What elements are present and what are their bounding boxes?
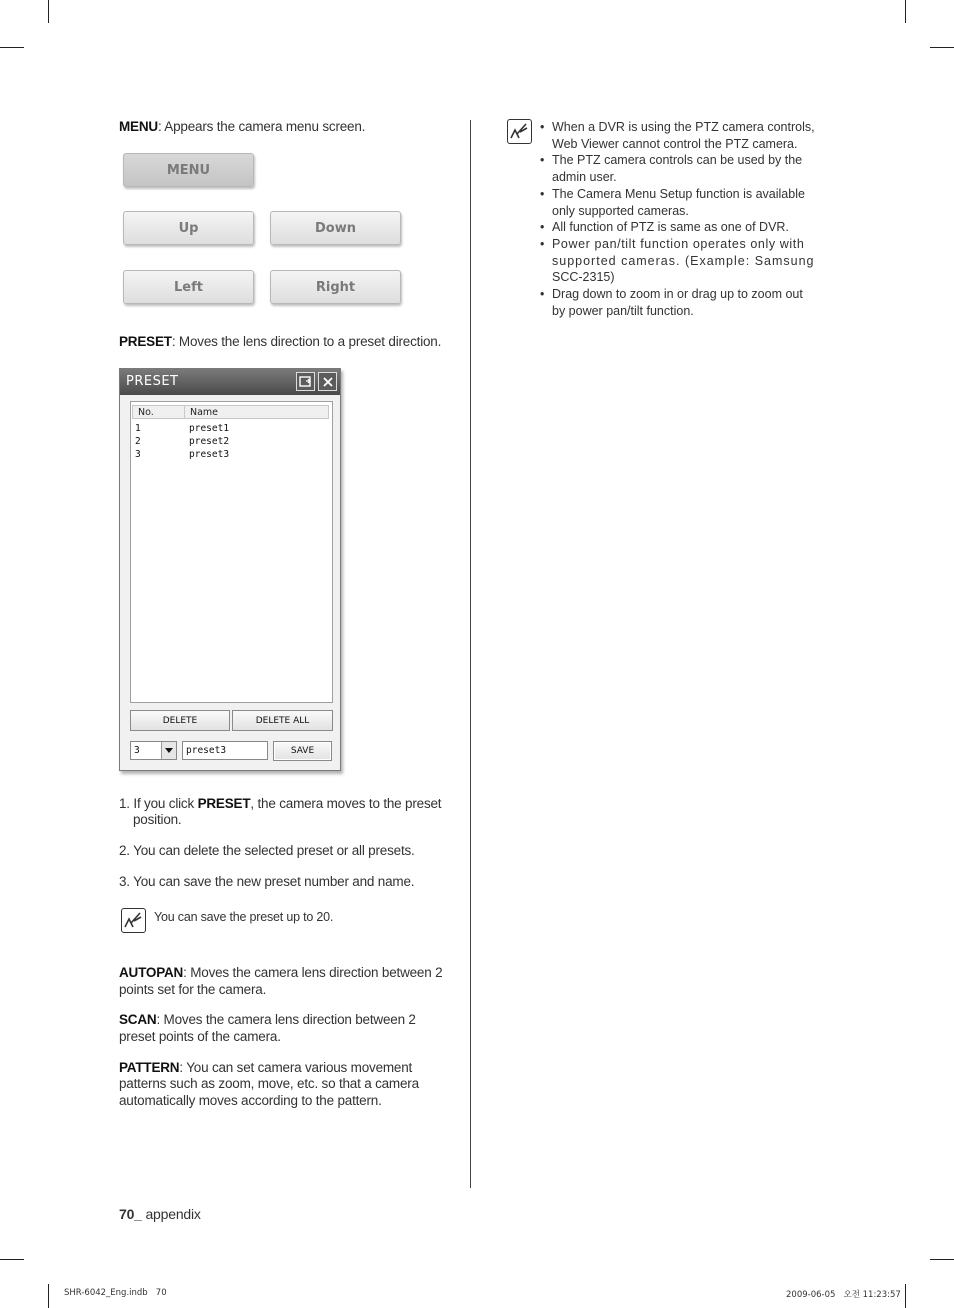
bullet: •: [540, 186, 545, 201]
note-line: When a DVR is using the PTZ camera controls,: [552, 120, 815, 134]
crop-mark: [0, 47, 24, 48]
left-button[interactable]: Left: [123, 270, 254, 304]
note-line: supported cameras. (Example: Samsung: [552, 253, 815, 268]
preset-number: 2: [135, 436, 141, 447]
preset-name: preset3: [189, 449, 230, 460]
note-item: [540, 236, 819, 286]
ptz-notes-list: [540, 119, 819, 319]
pattern-text-line3: automatically moves according to the pattern.: [119, 1093, 382, 1108]
menu-description: [119, 118, 365, 135]
note-item: [540, 286, 819, 319]
page-footer: [119, 1206, 201, 1223]
crop-mark: [48, 0, 49, 23]
note-line: Drag down to zoom in or drag up to zoom out: [552, 287, 803, 302]
note-line: All function of PTZ is same as one of DVR.: [552, 220, 789, 235]
crop-mark: [0, 1259, 24, 1260]
autopan-description: [119, 964, 442, 981]
page-number: 70_: [119, 1206, 142, 1222]
note-line: SCC-2315): [552, 270, 615, 285]
preset-number-value: 3: [134, 745, 140, 756]
note-line: The PTZ camera controls can be used by the: [552, 153, 803, 168]
column-header-no[interactable]: No.: [132, 405, 185, 419]
column-divider: [470, 120, 471, 1188]
note-item: [540, 219, 819, 236]
preset-number: 1: [135, 423, 141, 434]
preset-window: [119, 368, 341, 771]
autopan-text-line2: points set for the camera.: [119, 982, 267, 997]
bullet: •: [540, 287, 545, 302]
preset-number-select[interactable]: [130, 741, 177, 760]
bullet: •: [540, 220, 545, 235]
note-icon: [507, 119, 532, 144]
step-2: 2. You can delete the selected preset or all presets.: [119, 843, 415, 858]
step-1-text-cont: , the camera moves to the preset: [250, 796, 442, 811]
preset-name: preset2: [189, 436, 230, 447]
crop-mark: [930, 47, 954, 48]
right-button[interactable]: Right: [270, 270, 401, 304]
note-text: You can save the preset up to 20.: [154, 910, 334, 924]
chevron-down-icon[interactable]: [161, 742, 176, 759]
autopan-term: AUTOPAN: [119, 965, 184, 980]
preset-window-titlebar: [120, 369, 340, 395]
note-line: only supported cameras.: [552, 203, 689, 218]
step-1-text: 1. If you click: [119, 796, 198, 811]
note-item: [540, 119, 819, 152]
pattern-term: PATTERN: [119, 1060, 180, 1075]
note-item: [540, 186, 819, 219]
scan-text-line2: preset points of the camera.: [119, 1029, 281, 1044]
preset-term: PRESET: [119, 334, 172, 349]
menu-button[interactable]: MENU: [123, 153, 254, 187]
crop-mark: [48, 1284, 49, 1308]
autopan-text: : Moves the camera lens direction between 2: [183, 965, 443, 980]
preset-number: 3: [135, 449, 141, 460]
bullet: •: [540, 153, 545, 168]
pattern-text-line2: patterns such as zoom, move, etc. so that a camera: [119, 1076, 419, 1091]
note-line: by power pan/tilt function.: [552, 303, 694, 318]
note-line: The Camera Menu Setup function is available: [552, 186, 805, 201]
file-info: SHR-6042_Eng.indb 70: [64, 1288, 167, 1298]
preset-description: [119, 333, 441, 350]
preset-name: preset1: [189, 423, 230, 434]
preset-text: : Moves the lens direction to a preset direction.: [171, 334, 442, 349]
scan-description: [119, 1011, 416, 1028]
restore-icon[interactable]: [296, 372, 315, 391]
bullet: •: [540, 236, 545, 251]
note-icon: [121, 908, 146, 933]
pattern-text: : You can set camera various movement: [179, 1060, 413, 1075]
step-1-continuation: position.: [133, 812, 182, 827]
crop-mark: [905, 0, 906, 23]
preset-window-title: PRESET: [126, 374, 179, 389]
step-1: [119, 795, 441, 812]
menu-term: MENU: [119, 119, 158, 134]
menu-text: : Appears the camera menu screen.: [157, 119, 366, 134]
column-header-name[interactable]: Name: [184, 405, 329, 419]
note-item: [540, 152, 819, 185]
down-button[interactable]: Down: [270, 211, 401, 245]
delete-button[interactable]: DELETE: [130, 710, 230, 731]
up-button[interactable]: Up: [123, 211, 254, 245]
close-icon[interactable]: [318, 372, 337, 391]
print-timestamp: 2009-06-05 오전 11:23:57: [786, 1290, 901, 1300]
note-line: Web Viewer cannot control the PTZ camera.: [552, 136, 798, 151]
preset-name-input[interactable]: preset3: [182, 741, 268, 760]
scan-term: SCAN: [119, 1012, 157, 1027]
scan-text: : Moves the camera lens direction between 2: [156, 1012, 416, 1027]
section-name: appendix: [145, 1206, 201, 1222]
crop-mark: [905, 1284, 906, 1308]
crop-mark: [930, 1259, 954, 1260]
step-1-term: PRESET: [197, 796, 251, 811]
save-button[interactable]: SAVE: [273, 741, 332, 761]
note-line: admin user.: [552, 170, 617, 185]
step-3: 3. You can save the new preset number and name.: [119, 874, 415, 889]
delete-all-button[interactable]: DELETE ALL: [232, 710, 333, 731]
pattern-description: [119, 1059, 412, 1076]
preset-list[interactable]: [130, 401, 333, 703]
bullet: •: [540, 120, 545, 134]
note-line: Power pan/tilt function operates only with: [552, 236, 805, 251]
